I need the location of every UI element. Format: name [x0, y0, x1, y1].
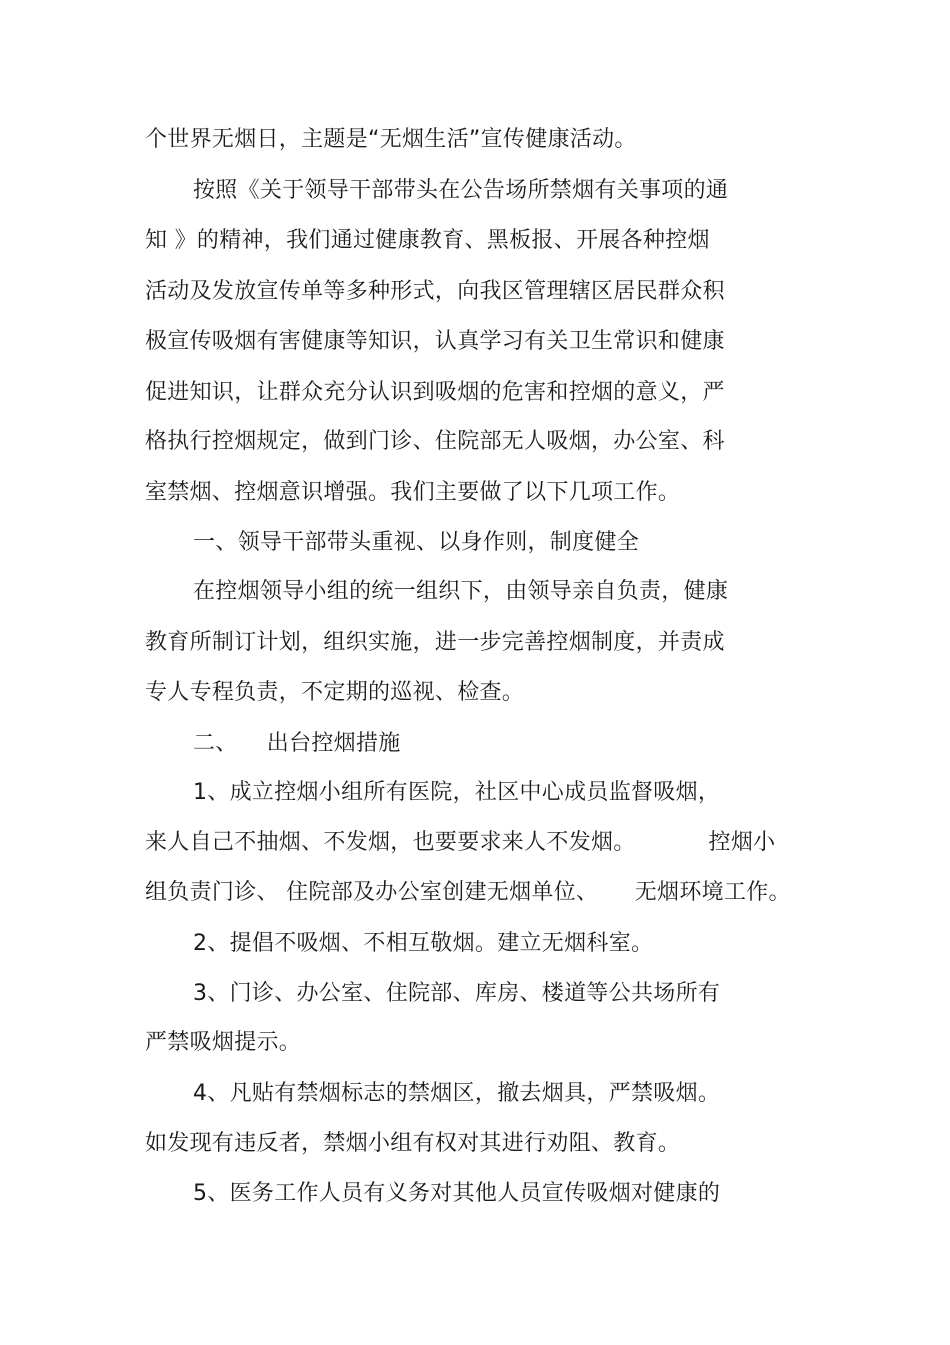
text-line: 促进知识，让群众充分认识到吸烟的危害和控烟的意义，严 — [145, 380, 725, 405]
text-line: 如发现有违反者，禁烟小组有权对其进行劝阻、教育。 — [145, 1131, 681, 1156]
text-line: 活动及发放宣传单等多种形式，向我区管理辖区居民群众积 — [145, 279, 725, 304]
list-item: 5、医务工作人员有义务对其他人员宣传吸烟对健康的 — [193, 1181, 721, 1206]
section-heading: 二、 出台控烟措施 — [193, 731, 401, 756]
list-item: 2、提倡不吸烟、不相互敬烟。建立无烟科室。 — [193, 931, 654, 956]
list-item: 4、凡贴有禁烟标志的禁烟区，撤去烟具，严禁吸烟。 — [193, 1081, 721, 1106]
list-item: 3、门诊、办公室、住院部、库房、楼道等公共场所有 — [193, 981, 721, 1006]
text-line: 按照《关于领导干部带头在公告场所禁烟有关事项的通 — [193, 178, 729, 203]
text-line: 教育所制订计划，组织实施，进一步完善控烟制度，并责成 — [145, 630, 725, 655]
text-line: 在控烟领导小组的统一组织下，由领导亲自负责，健康 — [193, 579, 729, 604]
list-item: 1、成立控烟小组所有医院，社区中心成员监督吸烟， — [193, 780, 721, 805]
text-line: 严禁吸烟提示。 — [145, 1030, 302, 1055]
text-line: 个世界无烟日，主题是“无烟生活”宣传健康活动。 — [145, 127, 637, 152]
text-line: 知 》的精神，我们通过健康教育、黑板报、开展各种控烟 — [145, 228, 710, 253]
text-line: 室禁烟、控烟意识增强。我们主要做了以下几项工作。 — [145, 480, 681, 505]
text-line: 极宣传吸烟有害健康等知识，认真学习有关卫生常识和健康 — [145, 329, 725, 354]
text-line: 组负责门诊、 住院部及办公室创建无烟单位、 无烟环境工作。 — [145, 880, 791, 905]
text-line: 来人自己不抽烟、不发烟，也要要求来人不发烟。 控烟小 — [145, 830, 776, 855]
text-line: 专人专程负责，不定期的巡视、检查。 — [145, 680, 525, 705]
text-line: 格执行控烟规定，做到门诊、住院部无人吸烟，办公室、科 — [145, 429, 725, 454]
section-heading: 一、领导干部带头重视、以身作则，制度健全 — [193, 530, 640, 555]
